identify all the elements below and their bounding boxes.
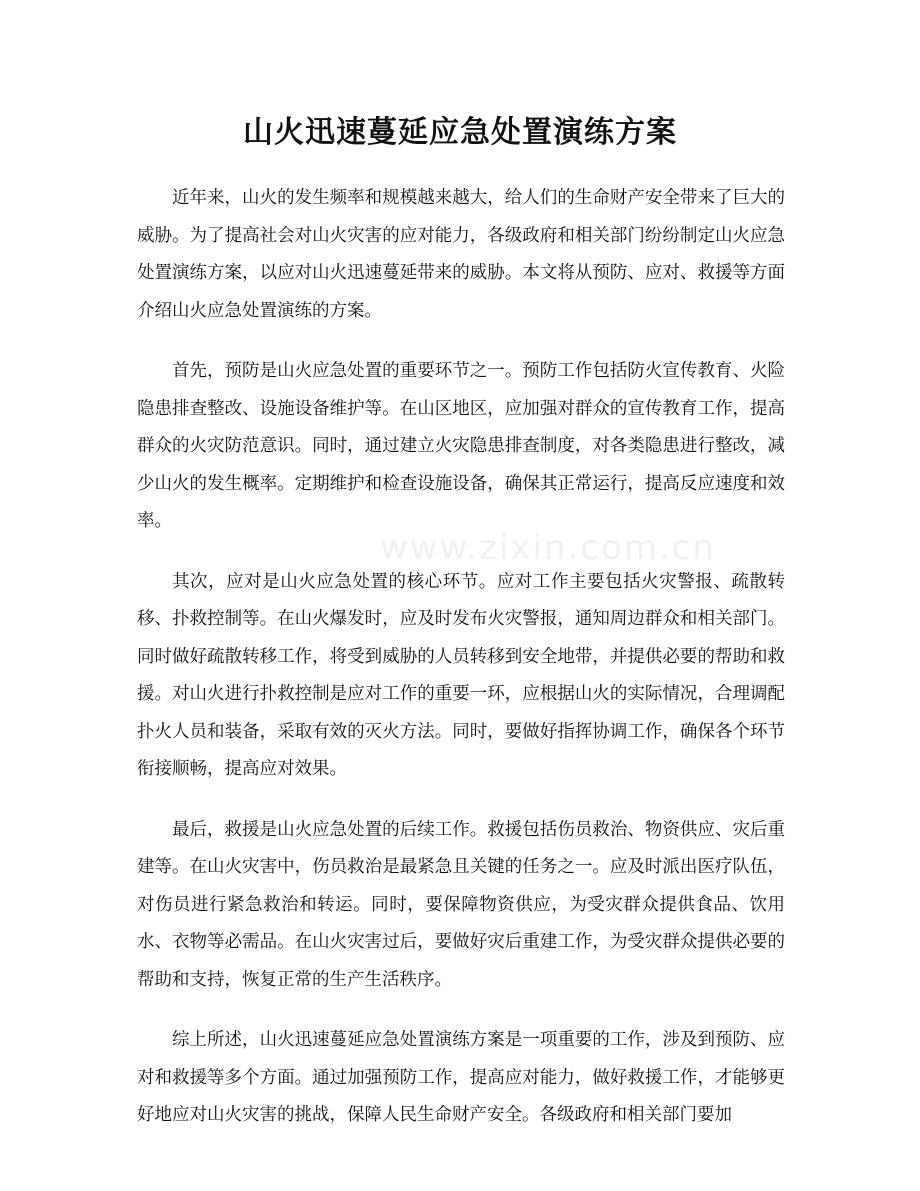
- paragraph-response: 其次，应对是山火应急处置的核心环节。应对工作主要包括火灾警报、疏散转移、扑救控制等。在山火爆发时，应及时发布火灾警报，通知周边群众和相关部门。同时做好疏散转移工作，将受到威胁的人员转移到安全地带，并提供必要的帮助和救援。对山火进行扑救控制是应对工作的重要一环，应根据山火的实际情况，合理调配扑火人员和装备，采取有效的灭火方法。同时，要做好指挥协调工作，确保各个环节衔接顺畅，提高应对效果。: [137, 571, 785, 779]
- paragraph-prevention: 首先，预防是山火应急处置的重要环节之一。预防工作包括防火宣传教育、火险隐患排查整改、设施设备维护等。在山区地区，应加强对群众的宣传教育工作，提高群众的火灾防范意识。同时，通过建立火灾隐患排查制度，对各类隐患进行整改，减少山火的发生概率。定期维护和检查设施设备，确保其正常运行，提高反应速度和效率。: [137, 361, 785, 531]
- watermark: www.zixin.com.cn: [380, 528, 716, 568]
- paragraph-rescue: 最后，救援是山火应急处置的后续工作。救援包括伤员救治、物资供应、灾后重建等。在山火灾害中，伤员救治是最紧急且关键的任务之一。应及时派出医疗队伍，对伤员进行紧急救治和转运。同时，要保障物资供应，为受灾群众提供食品、饮用水、衣物等必需品。在山火灾害过后，要做好灾后重建工作，为受灾群众提供必要的帮助和支持，恢复正常的生产生活秩序。: [137, 819, 785, 990]
- document-title: 山火迅速蔓延应急处置演练方案: [243, 115, 677, 150]
- paragraph-summary: 综上所述，山火迅速蔓延应急处置演练方案是一项重要的工作，涉及到预防、应对和救援等多个方面。通过加强预防工作，提高应对能力，做好救援工作，才能够更好地应对山火灾害的挑战，保障人民生命财产安全。各级政府和相关部门要加: [137, 1030, 785, 1125]
- document-body: [137, 180, 785, 1158]
- paragraph-intro: 近年来，山火的发生频率和规模越来越大，给人们的生命财产安全带来了巨大的威胁。为了提高社会对山火灾害的应对能力，各级政府和相关部门纷纷制定山火应急处置演练方案，以应对山火迅速蔓延带来的威胁。本文将从预防、应对、救援等方面介绍山火应急处置演练的方案。: [137, 188, 785, 321]
